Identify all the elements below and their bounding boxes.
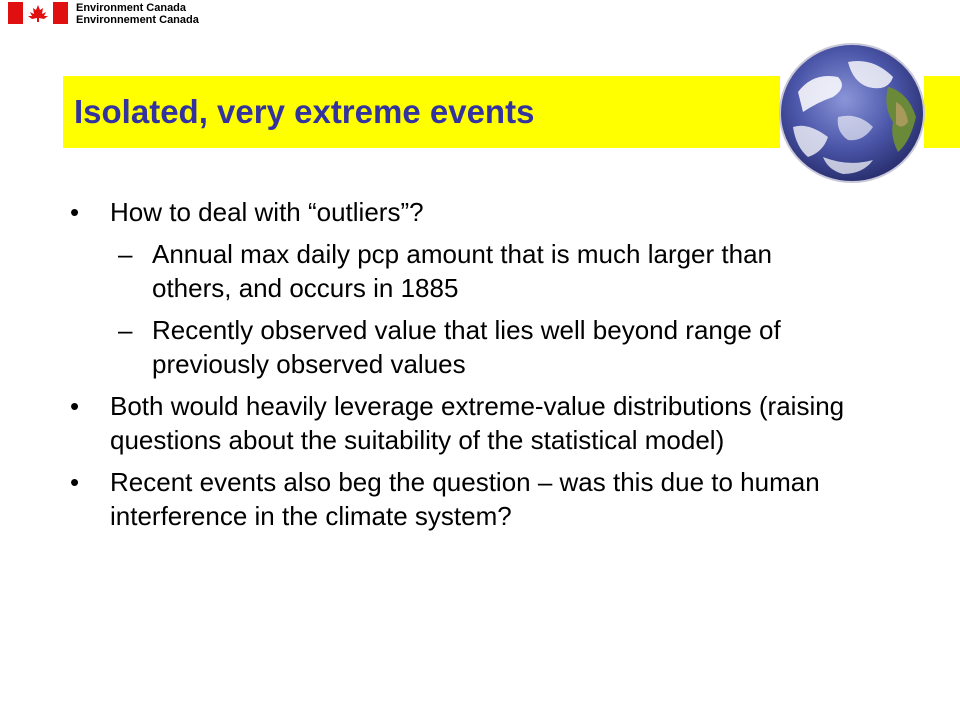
bullet-text: Recent events also beg the question – was this due to human interference in the climate system? [110,467,820,531]
bullet-text: Both would heavily leverage extreme-value distributions (raising questions about the suitability of the statistical model) [110,391,845,455]
department-name-fr: Environnement Canada [76,14,199,26]
slide-title: Isolated, very extreme events [74,93,535,130]
bullet-mark: • [70,197,80,227]
header [4,0,264,30]
sub-bullet-item [70,313,850,381]
bullet-item [70,389,850,457]
bullet-item [70,195,850,229]
dash-mark: – [118,315,133,345]
earth-globe-icon [778,42,926,184]
canada-flag-icon [8,2,68,24]
bullet-mark: • [70,467,80,497]
sub-bullet-text: Annual max daily pcp amount that is much larger than others, and occurs in 1885 [152,239,773,303]
bullet-text: How to deal with “outliers”? [110,197,424,227]
sub-bullet-item [70,237,850,305]
dash-mark: – [118,239,133,269]
slide-content [70,195,850,541]
department-name-en: Environment Canada [76,2,187,14]
title-bar-right-segment [924,76,960,148]
department-name [76,2,199,26]
bullet-item [70,465,850,533]
bullet-mark: • [70,391,80,421]
sub-bullet-text: Recently observed value that lies well beyond range of previously observed values [152,315,781,379]
